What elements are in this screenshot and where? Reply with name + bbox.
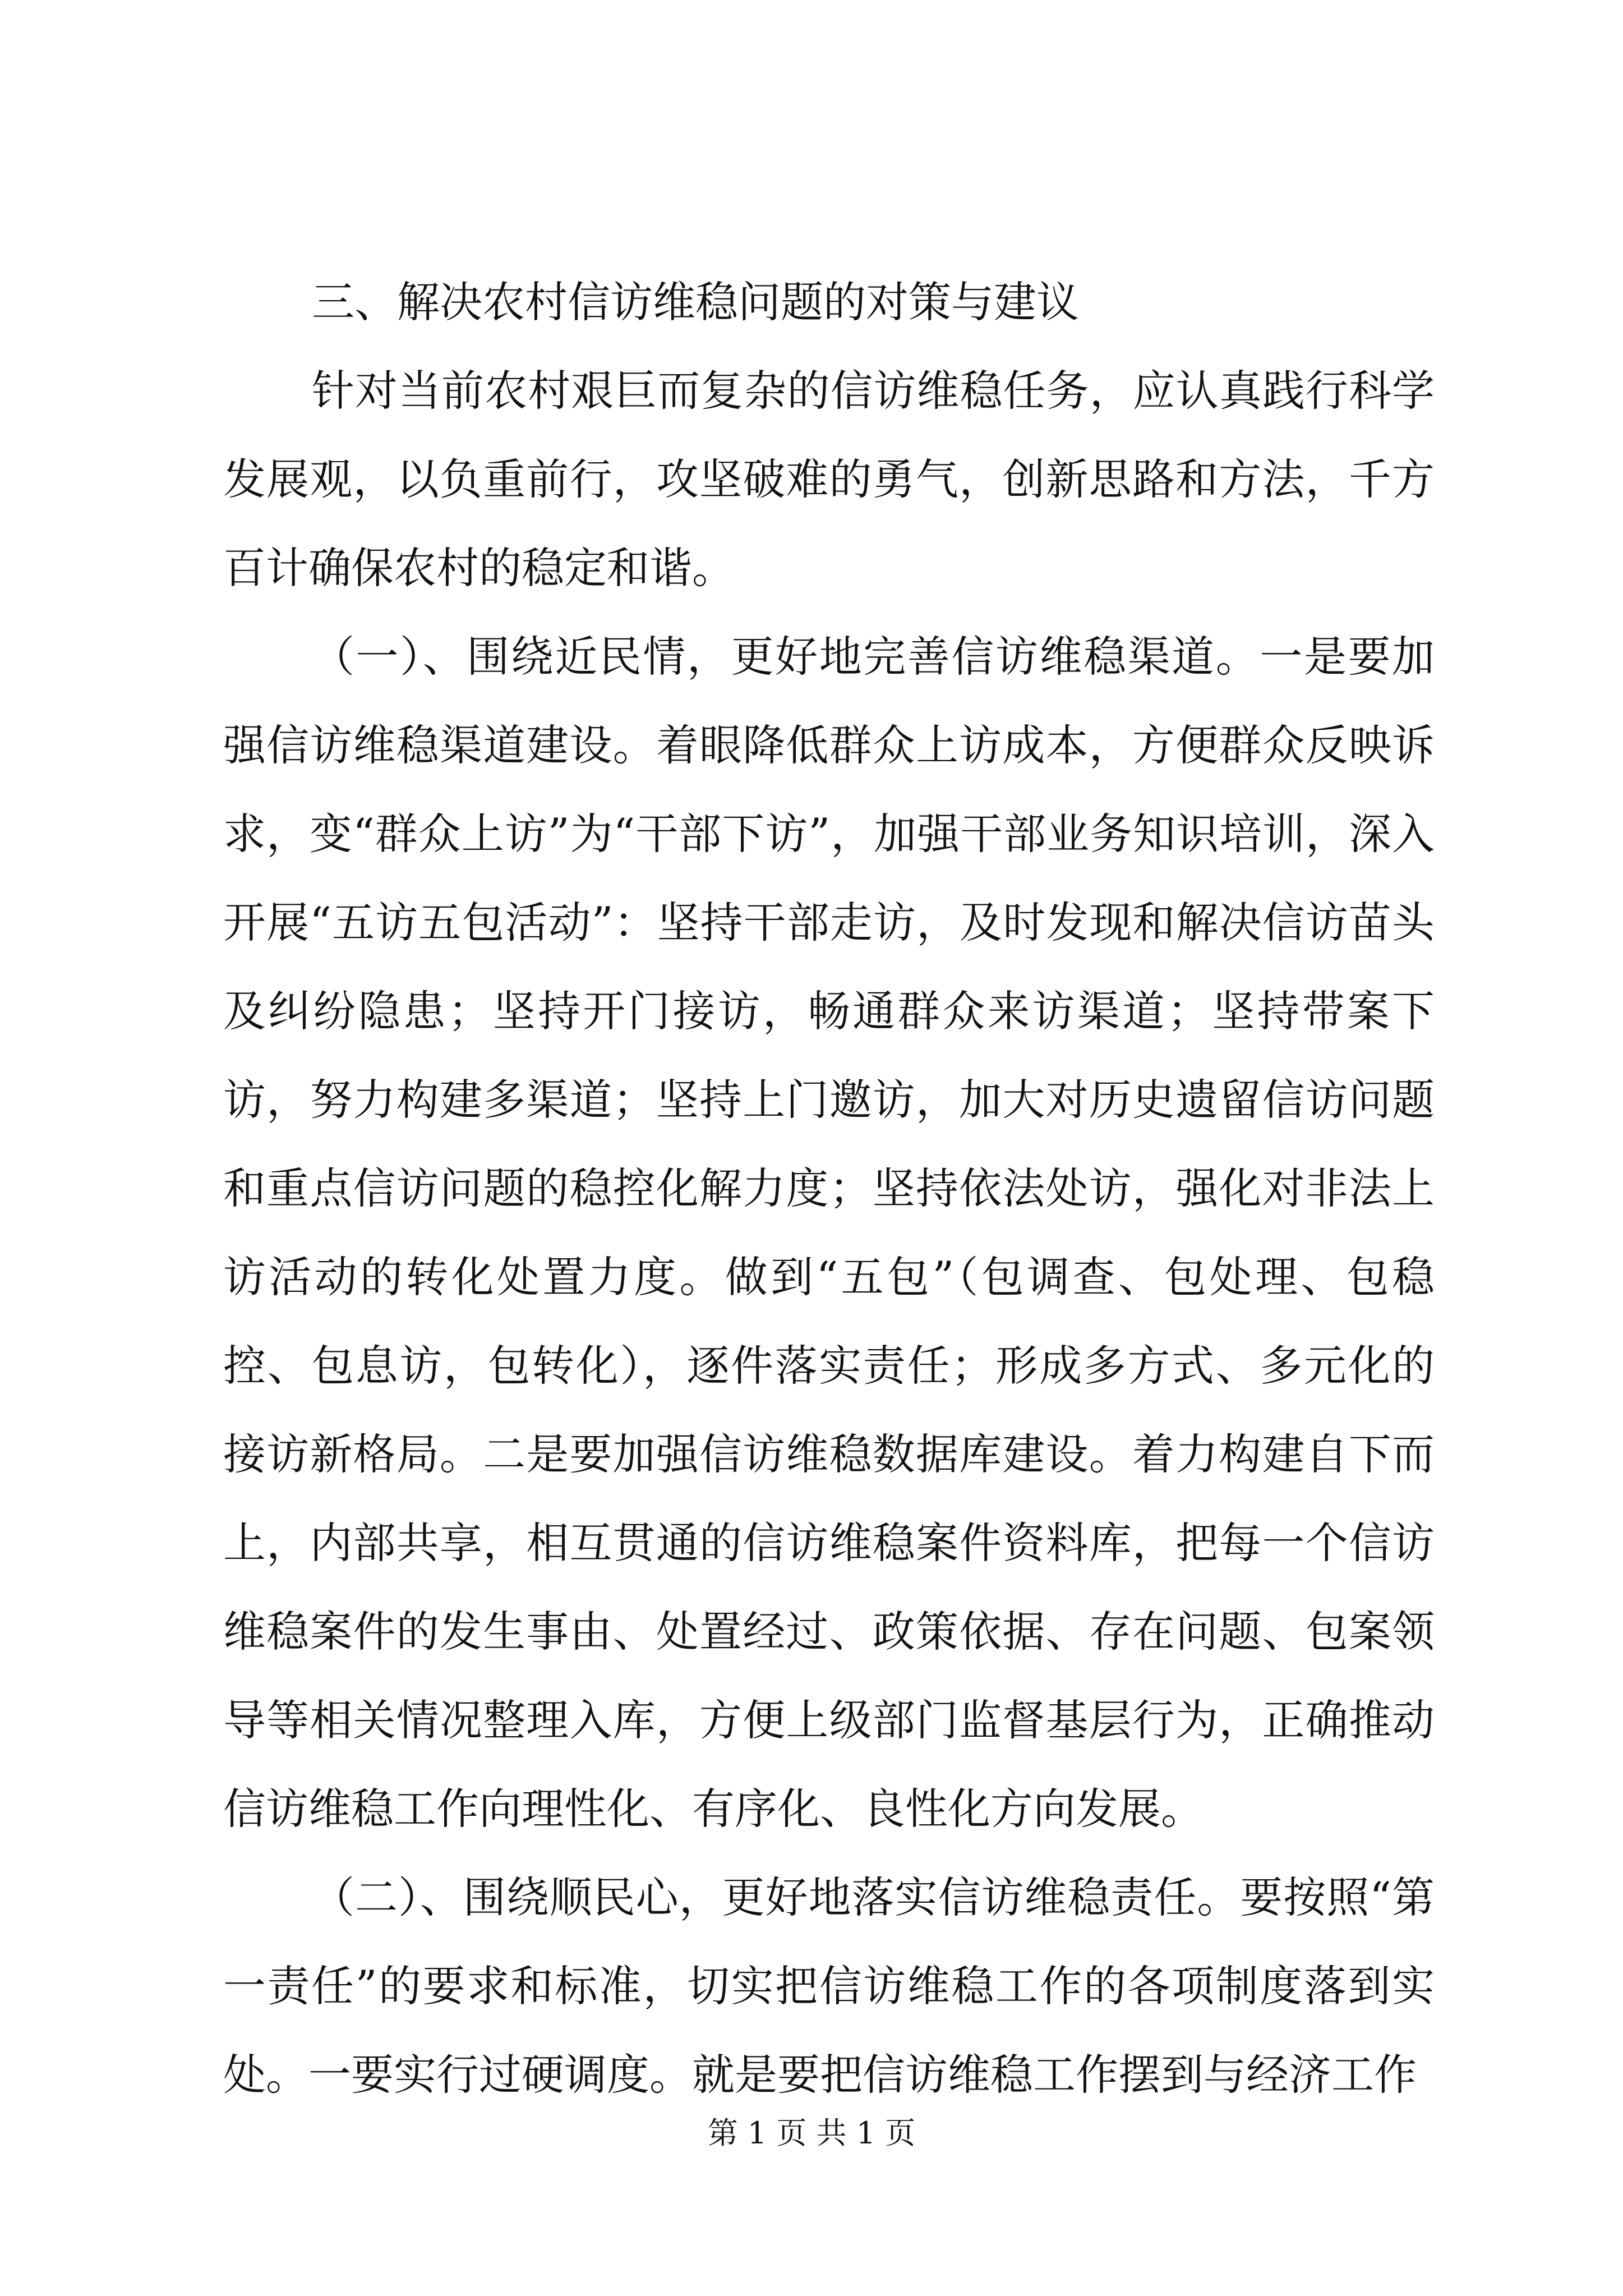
- paragraph-section-1: （一）、围绕近民情，更好地完善信访维稳渠道。一是要加强信访维稳渠道建设。着眼降低群众上访成本，方便群众反映诉求，变“群众上访”为“干部下访”，加强干部业务知识培训，深入开展“五访五包活动”：坚持干部走访，及时发现和解决信访苗头及纠纷隐患；坚持开门接访，畅通群众来访渠道；坚持带案下访，努力构建多渠道；坚持上门邀访，加大对历史遗留信访问题和重点信访问题的稳控化解力度；坚持依法处访，强化对非法上访活动的转化处置力度。做到“五包”（包调查、包处理、包稳控、包息访，包转化），逐件落实责任；形成多方式、多元化的接访新格局。二是要加强信访维稳数据库建设。着力构建自下而上，内部共享，相互贯通的信访维稳案件资料库，把每一个信访维稳案件的发生事由、处置经过、政策依据、存在问题、包案领导等相关情况整理入库，方便上级部门监督基层行为，正确推动信访维稳工作向理性化、有序化、良性化方向发展。: [223, 632, 1435, 1834]
- paragraph-section-2: （二）、围绕顺民心，更好地落实信访维稳责任。要按照“第一责任”的要求和标准，切实把信访维稳工作的各项制度落到实处。一要实行过硬调度。就是要把信访维稳工作摆到与经济工作: [223, 1872, 1435, 2100]
- page-footer: 第 1 页 共 1 页: [707, 2115, 916, 2151]
- paragraph-intro: 针对当前农村艰巨而复杂的信访维稳任务，应认真践行科学发展观，以负重前行，攻坚破难的勇气，创新思路和方法，千方百计确保农村的稳定和谐。: [223, 366, 1435, 593]
- document-body: [223, 258, 1435, 2119]
- section-heading: 三、解决农村信访维稳问题的对策与建议: [312, 277, 1079, 327]
